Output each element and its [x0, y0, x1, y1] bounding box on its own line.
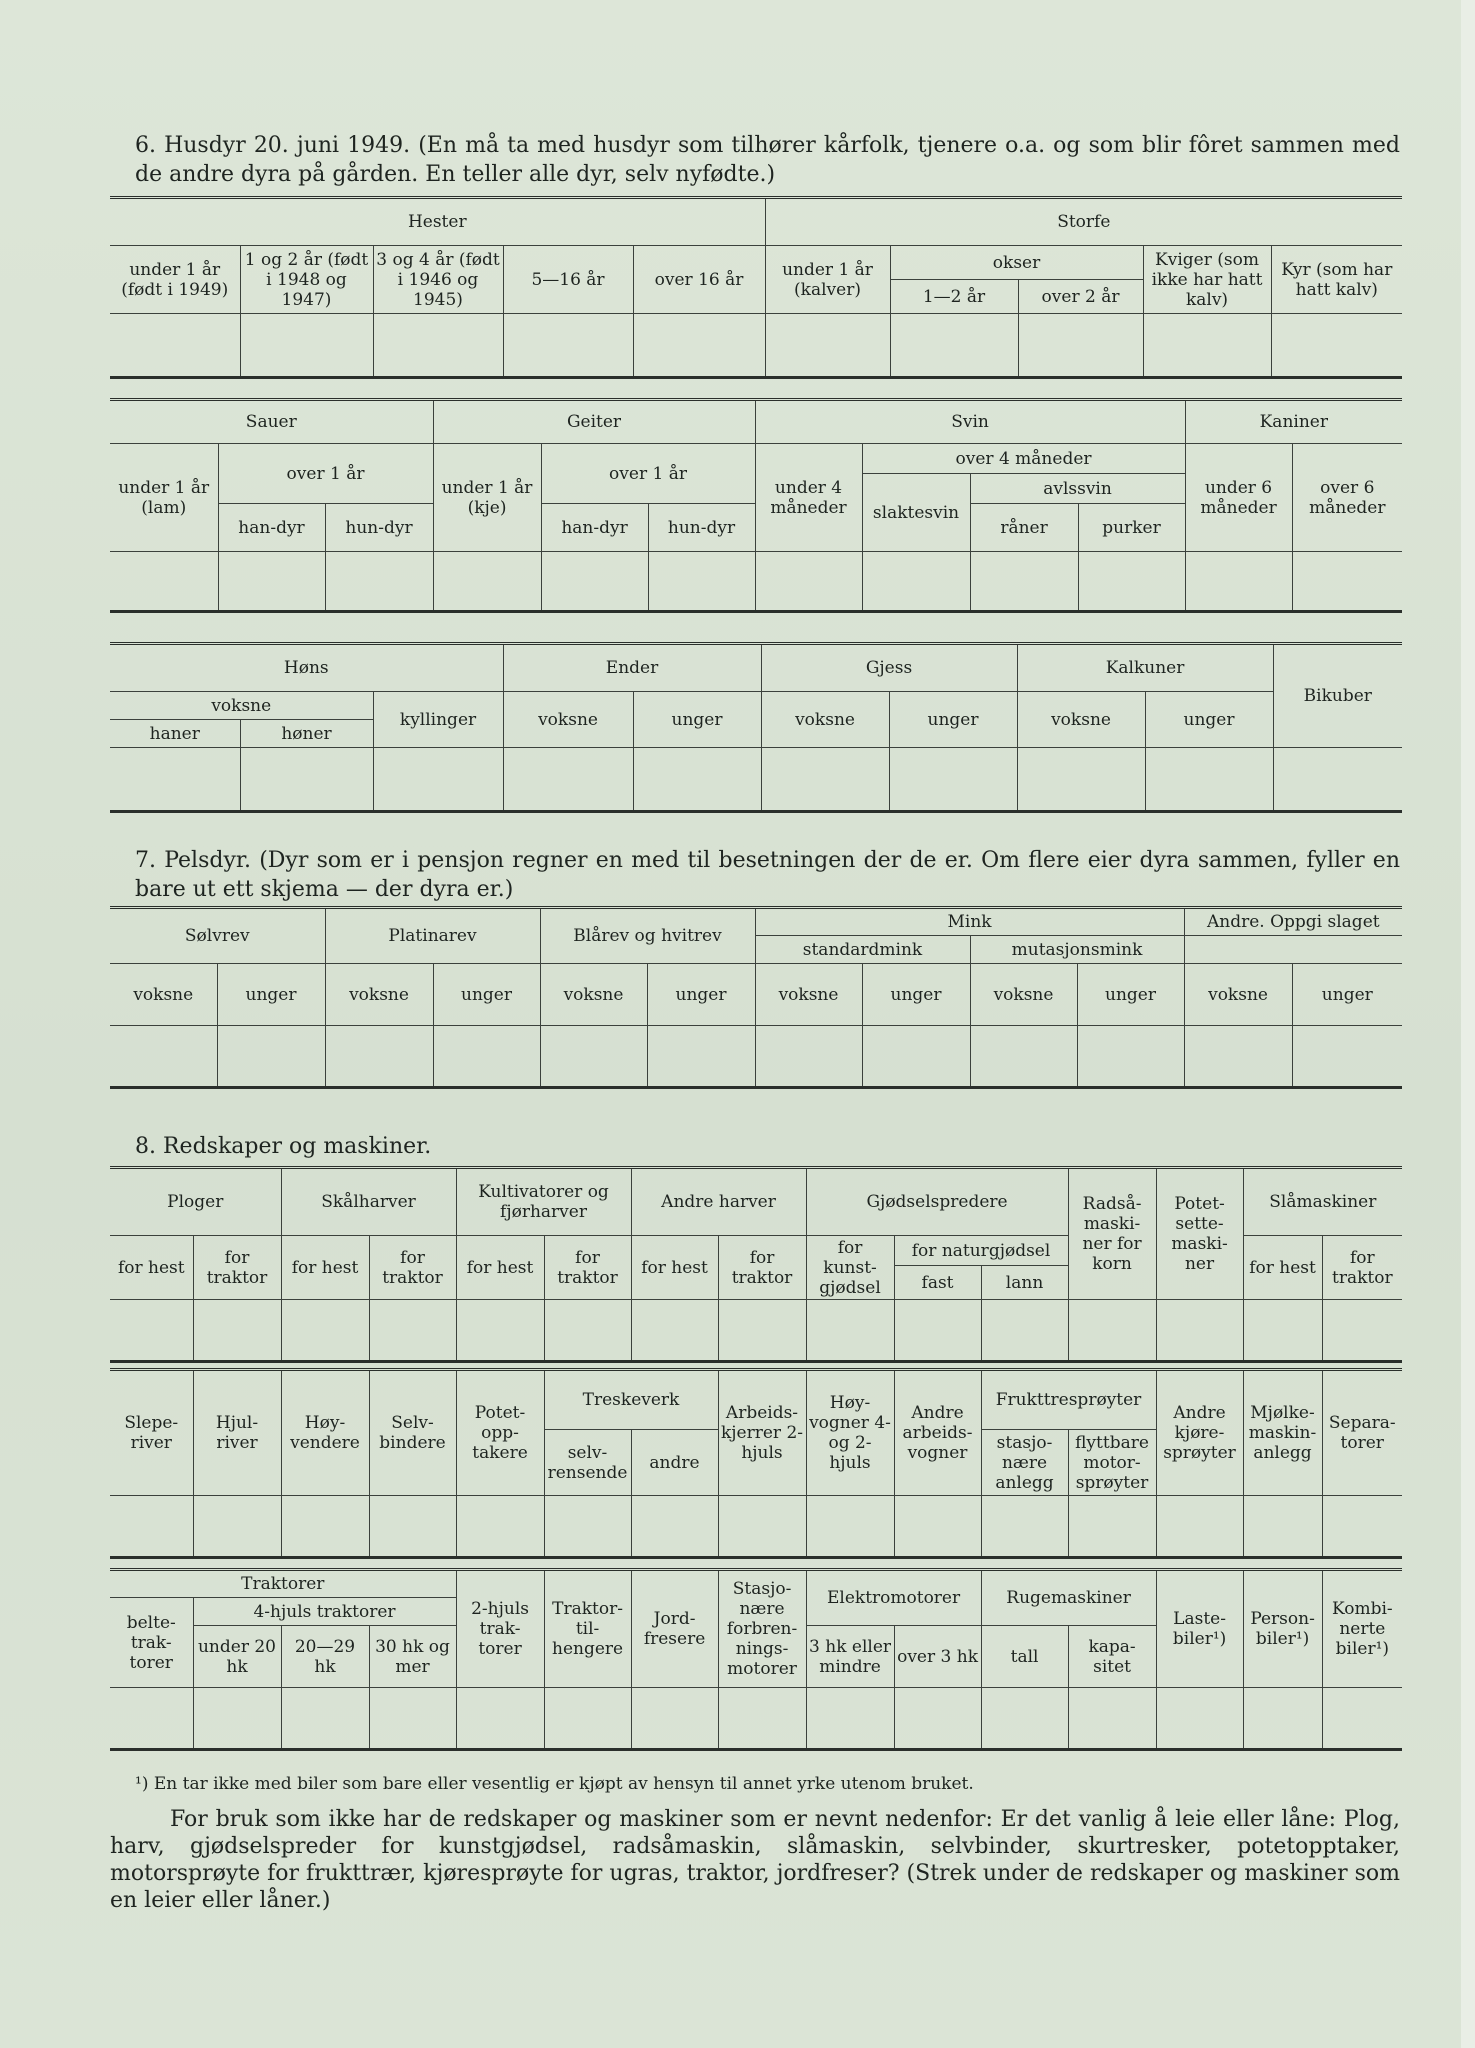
entry-cell[interactable]: [1078, 552, 1185, 612]
col-okser-0: 1—2 år: [890, 280, 1018, 314]
col-svin-under4: under 4 måneder: [755, 444, 862, 552]
entry-cell[interactable]: [193, 1688, 281, 1750]
header-treskeverk: Treskeverk: [544, 1370, 718, 1430]
entry-cell[interactable]: [1273, 748, 1402, 812]
entry-cell[interactable]: [894, 1688, 981, 1750]
header-hester: Hester: [110, 198, 765, 246]
col-for-traktor: for traktor: [1322, 1236, 1402, 1300]
col-hester-4: over 16 år: [633, 246, 765, 314]
entry-cell[interactable]: [540, 1026, 647, 1088]
entry-cell[interactable]: [1271, 314, 1402, 378]
col-voksne: voksne: [1184, 964, 1292, 1026]
col-unger: unger: [1292, 964, 1402, 1026]
header-geiter: Geiter: [433, 400, 755, 444]
entry-cell[interactable]: [970, 552, 1078, 612]
header-traktorer: Traktorer: [110, 1570, 456, 1598]
col-2hjuls-traktorer: 2-hjuls trak-torer: [456, 1570, 544, 1688]
header-gjess: Gjess: [761, 644, 1017, 692]
col-sauer-lam: under 1 år (lam): [110, 444, 218, 552]
entry-cell[interactable]: [633, 748, 761, 812]
col-under-20hk: under 20 hk: [193, 1626, 281, 1688]
footnote: ¹) En tar ikke med biler som bare eller vesentlig er kjøpt av hensyn til annet yrke utenom bruket.: [135, 1774, 974, 1794]
entry-cell[interactable]: [217, 1026, 325, 1088]
entry-cell[interactable]: [631, 1300, 718, 1362]
entry-cell[interactable]: [503, 748, 633, 812]
table-hester-storfe: [110, 196, 1402, 379]
col-gjess-voksne: voksne: [761, 692, 889, 748]
col-kapasitet: kapa-sitet: [1068, 1626, 1156, 1688]
entry-cell[interactable]: [1185, 552, 1292, 612]
entry-cell[interactable]: [894, 1496, 981, 1558]
col-arbeidskjerrer: Arbeids-kjerrer 2-hjuls: [718, 1370, 806, 1496]
col-potetopptakere: Potet-opp-takere: [456, 1370, 544, 1496]
entry-cell[interactable]: [981, 1300, 1068, 1362]
table-redskaper-1: [110, 1166, 1402, 1363]
entry-cell[interactable]: [1243, 1688, 1322, 1750]
entry-cell[interactable]: [544, 1300, 631, 1362]
col-purker: purker: [1078, 504, 1185, 552]
entry-cell[interactable]: [1292, 1026, 1402, 1088]
col-voksne: voksne: [755, 964, 862, 1026]
col-unger: unger: [647, 964, 755, 1026]
col-svin-over4: over 4 måneder: [862, 444, 1185, 474]
entry-cell[interactable]: [1068, 1688, 1156, 1750]
header-bikuber: Bikuber: [1273, 644, 1402, 748]
header-sauer: Sauer: [110, 400, 433, 444]
header-ploger: Ploger: [110, 1168, 281, 1236]
col-for-traktor: for traktor: [193, 1236, 281, 1300]
col-for-hest: for hest: [1243, 1236, 1322, 1300]
col-sleperiver: Slepe-river: [110, 1370, 193, 1496]
entry-cell[interactable]: [718, 1300, 806, 1362]
header-kaniner: Kaniner: [1185, 400, 1402, 444]
header-kultivatorer: Kultivatorer og fjørharver: [456, 1168, 631, 1236]
entry-cell[interactable]: [1156, 1496, 1243, 1558]
col-separatorer: Separa-torer: [1322, 1370, 1402, 1496]
entry-cell[interactable]: [1322, 1496, 1402, 1558]
entry-cell[interactable]: [981, 1496, 1068, 1558]
entry-cell[interactable]: [755, 1026, 862, 1088]
entry-cell[interactable]: [369, 1496, 456, 1558]
col-for-kunstgjodsel: for kunst-gjødsel: [806, 1236, 894, 1300]
entry-cell[interactable]: [110, 1496, 193, 1558]
col-flyttbare: flyttbare motor-sprøyter: [1068, 1430, 1156, 1496]
entry-cell[interactable]: [631, 1688, 718, 1750]
col-andre-arbeidsvogner: Andre arbeids-vogner: [894, 1370, 981, 1496]
col-unger: unger: [433, 964, 540, 1026]
col-ender-unger: unger: [633, 692, 761, 748]
col-storfe-kyr: Kyr (som har hatt kalv): [1271, 246, 1402, 314]
col-unger: unger: [1077, 964, 1184, 1026]
header-ender: Ender: [503, 644, 761, 692]
col-stasjonaere-anlegg: stasjo-nære anlegg: [981, 1430, 1068, 1496]
entry-cell[interactable]: [218, 552, 325, 612]
header-skalharver: Skålharver: [281, 1168, 456, 1236]
col-for-traktor: for traktor: [544, 1236, 631, 1300]
col-mutasjonsmink: mutasjonsmink: [970, 936, 1184, 964]
col-fast: fast: [894, 1266, 981, 1300]
col-sauer-over: over 1 år: [218, 444, 433, 504]
col-20-29hk: 20—29 hk: [281, 1626, 369, 1688]
entry-cell[interactable]: [633, 314, 765, 378]
col-treskeverk-andre: andre: [631, 1430, 718, 1496]
col-voksne: voksne: [110, 964, 217, 1026]
entry-cell[interactable]: [240, 314, 373, 378]
entry-cell[interactable]: [718, 1688, 806, 1750]
entry-cell[interactable]: [1018, 314, 1143, 378]
col-andre-blank: [1184, 936, 1402, 964]
entry-cell[interactable]: [718, 1496, 806, 1558]
entry-cell[interactable]: [755, 552, 862, 612]
header-gjodselspredere: Gjødselspredere: [806, 1168, 1068, 1236]
col-kjoresproyter: Andre kjøre-sprøyter: [1156, 1370, 1243, 1496]
entry-cell[interactable]: [890, 314, 1018, 378]
col-standardmink: standardmink: [755, 936, 970, 964]
entry-cell[interactable]: [1156, 1300, 1243, 1362]
col-for-traktor: for traktor: [369, 1236, 456, 1300]
header-mink: Mink: [755, 908, 1184, 936]
entry-cell[interactable]: [889, 748, 1017, 812]
col-for-hest: for hest: [281, 1236, 369, 1300]
entry-cell[interactable]: [981, 1688, 1068, 1750]
col-hester-1: 1 og 2 år (født i 1948 og 1947): [240, 246, 373, 314]
entry-cell[interactable]: [1143, 314, 1271, 378]
col-kalkuner-voksne: voksne: [1017, 692, 1145, 748]
col-geiter-over: over 1 år: [541, 444, 755, 504]
entry-cell[interactable]: [110, 748, 240, 812]
col-for-traktor: for traktor: [718, 1236, 806, 1300]
col-for-naturgjodsel: for naturgjødsel: [894, 1236, 1068, 1266]
entry-cell[interactable]: [456, 1688, 544, 1750]
entry-cell[interactable]: [433, 552, 541, 612]
entry-cell[interactable]: [1068, 1300, 1156, 1362]
header-andre-harver: Andre harver: [631, 1168, 806, 1236]
col-hester-2: 3 og 4 år (født i 1946 og 1945): [373, 246, 503, 314]
entry-cell[interactable]: [369, 1688, 456, 1750]
header-storfe: Storfe: [765, 198, 1402, 246]
entry-cell[interactable]: [110, 1026, 217, 1088]
entry-cell[interactable]: [970, 1026, 1077, 1088]
entry-cell[interactable]: [281, 1300, 369, 1362]
entry-cell[interactable]: [503, 314, 633, 378]
entry-cell[interactable]: [1243, 1300, 1322, 1362]
entry-cell[interactable]: [110, 1300, 193, 1362]
entry-cell[interactable]: [647, 1026, 755, 1088]
entry-cell[interactable]: [761, 748, 889, 812]
entry-cell[interactable]: [281, 1688, 369, 1750]
col-voksne: voksne: [540, 964, 647, 1026]
entry-cell[interactable]: [1017, 748, 1145, 812]
col-over-3hk: over 3 hk: [894, 1626, 981, 1688]
col-gjess-unger: unger: [889, 692, 1017, 748]
entry-cell[interactable]: [110, 314, 240, 378]
col-hester-3: 5—16 år: [503, 246, 633, 314]
table-redskaper-3: [110, 1568, 1402, 1751]
section-6-text: 6. Husdyr 20. juni 1949. (En må ta med husdyr som tilhører kårfolk, tjenere o.a. og som blir fôret sammen med de andre dyra på gården. En teller alle dyr, selv nyfødte.): [135, 133, 1400, 187]
entry-cell[interactable]: [325, 552, 433, 612]
entry-cell[interactable]: [1068, 1496, 1156, 1558]
col-for-hest: for hest: [110, 1236, 193, 1300]
table-fjorfe: [110, 642, 1402, 813]
col-kaniner-0: under 6 måneder: [1185, 444, 1292, 552]
entry-cell[interactable]: [1077, 1026, 1184, 1088]
entry-cell[interactable]: [541, 552, 648, 612]
col-geiter-han: han-dyr: [541, 504, 648, 552]
entry-cell[interactable]: [765, 314, 890, 378]
col-for-hest: for hest: [631, 1236, 718, 1300]
header-svin: Svin: [755, 400, 1185, 444]
entry-cell[interactable]: [1322, 1688, 1402, 1750]
col-sauer-hun: hun-dyr: [325, 504, 433, 552]
col-tall: tall: [981, 1626, 1068, 1688]
col-30hk-mer: 30 hk og mer: [369, 1626, 456, 1688]
col-personbiler: Person-biler¹): [1243, 1570, 1322, 1688]
closing-paragraph: For bruk som ikke har de redskaper og maskiner som er nevnt nedenfor: Er det vanlig å leie eller låne: Plog, harv, gjødselspreder for kunstgjødsel, radsåmaskin, slåmaskin, selvbinder, skurtresker, potetopptaker, motorsprøyte for frukttrær, kjøresprøyte for ugras, traktor, jordfreser? (Strek under de redskaper og maskiner som en leier eller låner.): [110, 1807, 1400, 1913]
entry-cell[interactable]: [456, 1300, 544, 1362]
col-hester-0: under 1 år (født i 1949): [110, 246, 240, 314]
col-kombinerte-biler: Kombi-nerte biler¹): [1322, 1570, 1402, 1688]
entry-cell[interactable]: [1145, 748, 1273, 812]
col-selvrensende: selv-rensende: [544, 1430, 631, 1496]
col-mjolkemaskinanlegg: Mjølke-maskin-anlegg: [1243, 1370, 1322, 1496]
col-ender-voksne: voksne: [503, 692, 633, 748]
table-redskaper-2: [110, 1368, 1402, 1559]
col-kalkuner-unger: unger: [1145, 692, 1273, 748]
header-slamaskiner: Slåmaskiner: [1243, 1168, 1402, 1236]
header-potetsettemaskiner: Potet-sette-maski-ner: [1156, 1168, 1243, 1300]
col-geiter-hun: hun-dyr: [648, 504, 755, 552]
entry-cell[interactable]: [648, 552, 755, 612]
header-blarev: Blårev og hvitrev: [540, 908, 755, 964]
entry-cell[interactable]: [373, 748, 503, 812]
entry-cell[interactable]: [631, 1496, 718, 1558]
col-kaniner-1: over 6 måneder: [1292, 444, 1402, 552]
entry-cell[interactable]: [806, 1300, 894, 1362]
col-forbrenningsmotorer: Stasjo-nære forbren-nings-motorer: [718, 1570, 806, 1688]
col-lann: lann: [981, 1266, 1068, 1300]
entry-cell[interactable]: [1292, 552, 1402, 612]
section-8-title: 8. Redskaper og maskiner.: [135, 1134, 432, 1159]
header-hons: Høns: [110, 644, 503, 692]
col-haner: haner: [110, 720, 240, 748]
col-hons-voksne: voksne: [110, 692, 373, 720]
col-storfe-okser: okser: [890, 246, 1143, 280]
col-honer: høner: [240, 720, 373, 748]
header-frukttresproyter: Frukttresprøyter: [981, 1370, 1156, 1430]
entry-cell[interactable]: [193, 1300, 281, 1362]
col-jordfresere: Jord-fresere: [631, 1570, 718, 1688]
col-geiter-kje: under 1 år (kje): [433, 444, 541, 552]
table-sauer-geiter-svin: [110, 398, 1402, 613]
entry-cell[interactable]: [862, 1026, 970, 1088]
entry-cell[interactable]: [1322, 1300, 1402, 1362]
entry-cell[interactable]: [110, 1688, 193, 1750]
col-okser-1: over 2 år: [1018, 280, 1143, 314]
header-solvrev: Sølvrev: [110, 908, 325, 964]
col-hoyvogner: Høy-vogner 4- og 2-hjuls: [806, 1370, 894, 1496]
col-selvbindere: Selv-bindere: [369, 1370, 456, 1496]
entry-cell[interactable]: [894, 1300, 981, 1362]
entry-cell[interactable]: [806, 1688, 894, 1750]
col-unger: unger: [217, 964, 325, 1026]
col-avlssvin: avlssvin: [970, 474, 1185, 504]
col-lastebiler: Laste-biler¹): [1156, 1570, 1243, 1688]
entry-cell[interactable]: [193, 1496, 281, 1558]
header-platinarev: Platinarev: [325, 908, 540, 964]
section-7-text: 7. Pelsdyr. (Dyr som er i pensjon regner en med til besetningen der de er. Om flere eier dyra sammen, fyller en bare ut ett skjema — der dyra er.): [135, 848, 1400, 902]
col-sauer-han: han-dyr: [218, 504, 325, 552]
col-hjulriver: Hjul-river: [193, 1370, 281, 1496]
col-voksne: voksne: [970, 964, 1077, 1026]
entry-cell[interactable]: [862, 552, 970, 612]
header-kalkuner: Kalkuner: [1017, 644, 1273, 692]
entry-cell[interactable]: [240, 748, 373, 812]
header-elektromotorer: Elektromotorer: [806, 1570, 981, 1626]
header-4hjuls: 4-hjuls traktorer: [193, 1598, 456, 1626]
entry-cell[interactable]: [110, 552, 218, 612]
header-andre: Andre. Oppgi slaget: [1184, 908, 1402, 936]
table-pelsdyr: [110, 906, 1402, 1089]
col-voksne: voksne: [325, 964, 433, 1026]
entry-cell[interactable]: [1243, 1496, 1322, 1558]
entry-cell[interactable]: [325, 1026, 433, 1088]
entry-cell[interactable]: [806, 1496, 894, 1558]
entry-cell[interactable]: [1156, 1688, 1243, 1750]
entry-cell[interactable]: [433, 1026, 540, 1088]
entry-cell[interactable]: [373, 314, 503, 378]
col-kyllinger: kyllinger: [373, 692, 503, 748]
col-unger: unger: [862, 964, 970, 1026]
col-storfe-calves: under 1 år (kalver): [765, 246, 890, 314]
header-radsamaskiner: Radså-maski-ner for korn: [1068, 1168, 1156, 1300]
header-rugemaskiner: Rugemaskiner: [981, 1570, 1156, 1626]
col-for-hest: for hest: [456, 1236, 544, 1300]
col-beltetraktorer: belte-trak-torer: [110, 1598, 193, 1688]
entry-cell[interactable]: [281, 1496, 369, 1558]
entry-cell[interactable]: [456, 1496, 544, 1558]
col-raner: råner: [970, 504, 1078, 552]
col-storfe-kviger: Kviger (som ikke har hatt kalv): [1143, 246, 1271, 314]
col-3hk-mindre: 3 hk eller mindre: [806, 1626, 894, 1688]
entry-cell[interactable]: [1184, 1026, 1292, 1088]
entry-cell[interactable]: [544, 1688, 631, 1750]
col-traktortilhengere: Traktor-til-hengere: [544, 1570, 631, 1688]
entry-cell[interactable]: [369, 1300, 456, 1362]
entry-cell[interactable]: [544, 1496, 631, 1558]
col-hoyvendere: Høy-vendere: [281, 1370, 369, 1496]
col-slaktesvin: slaktesvin: [862, 474, 970, 552]
